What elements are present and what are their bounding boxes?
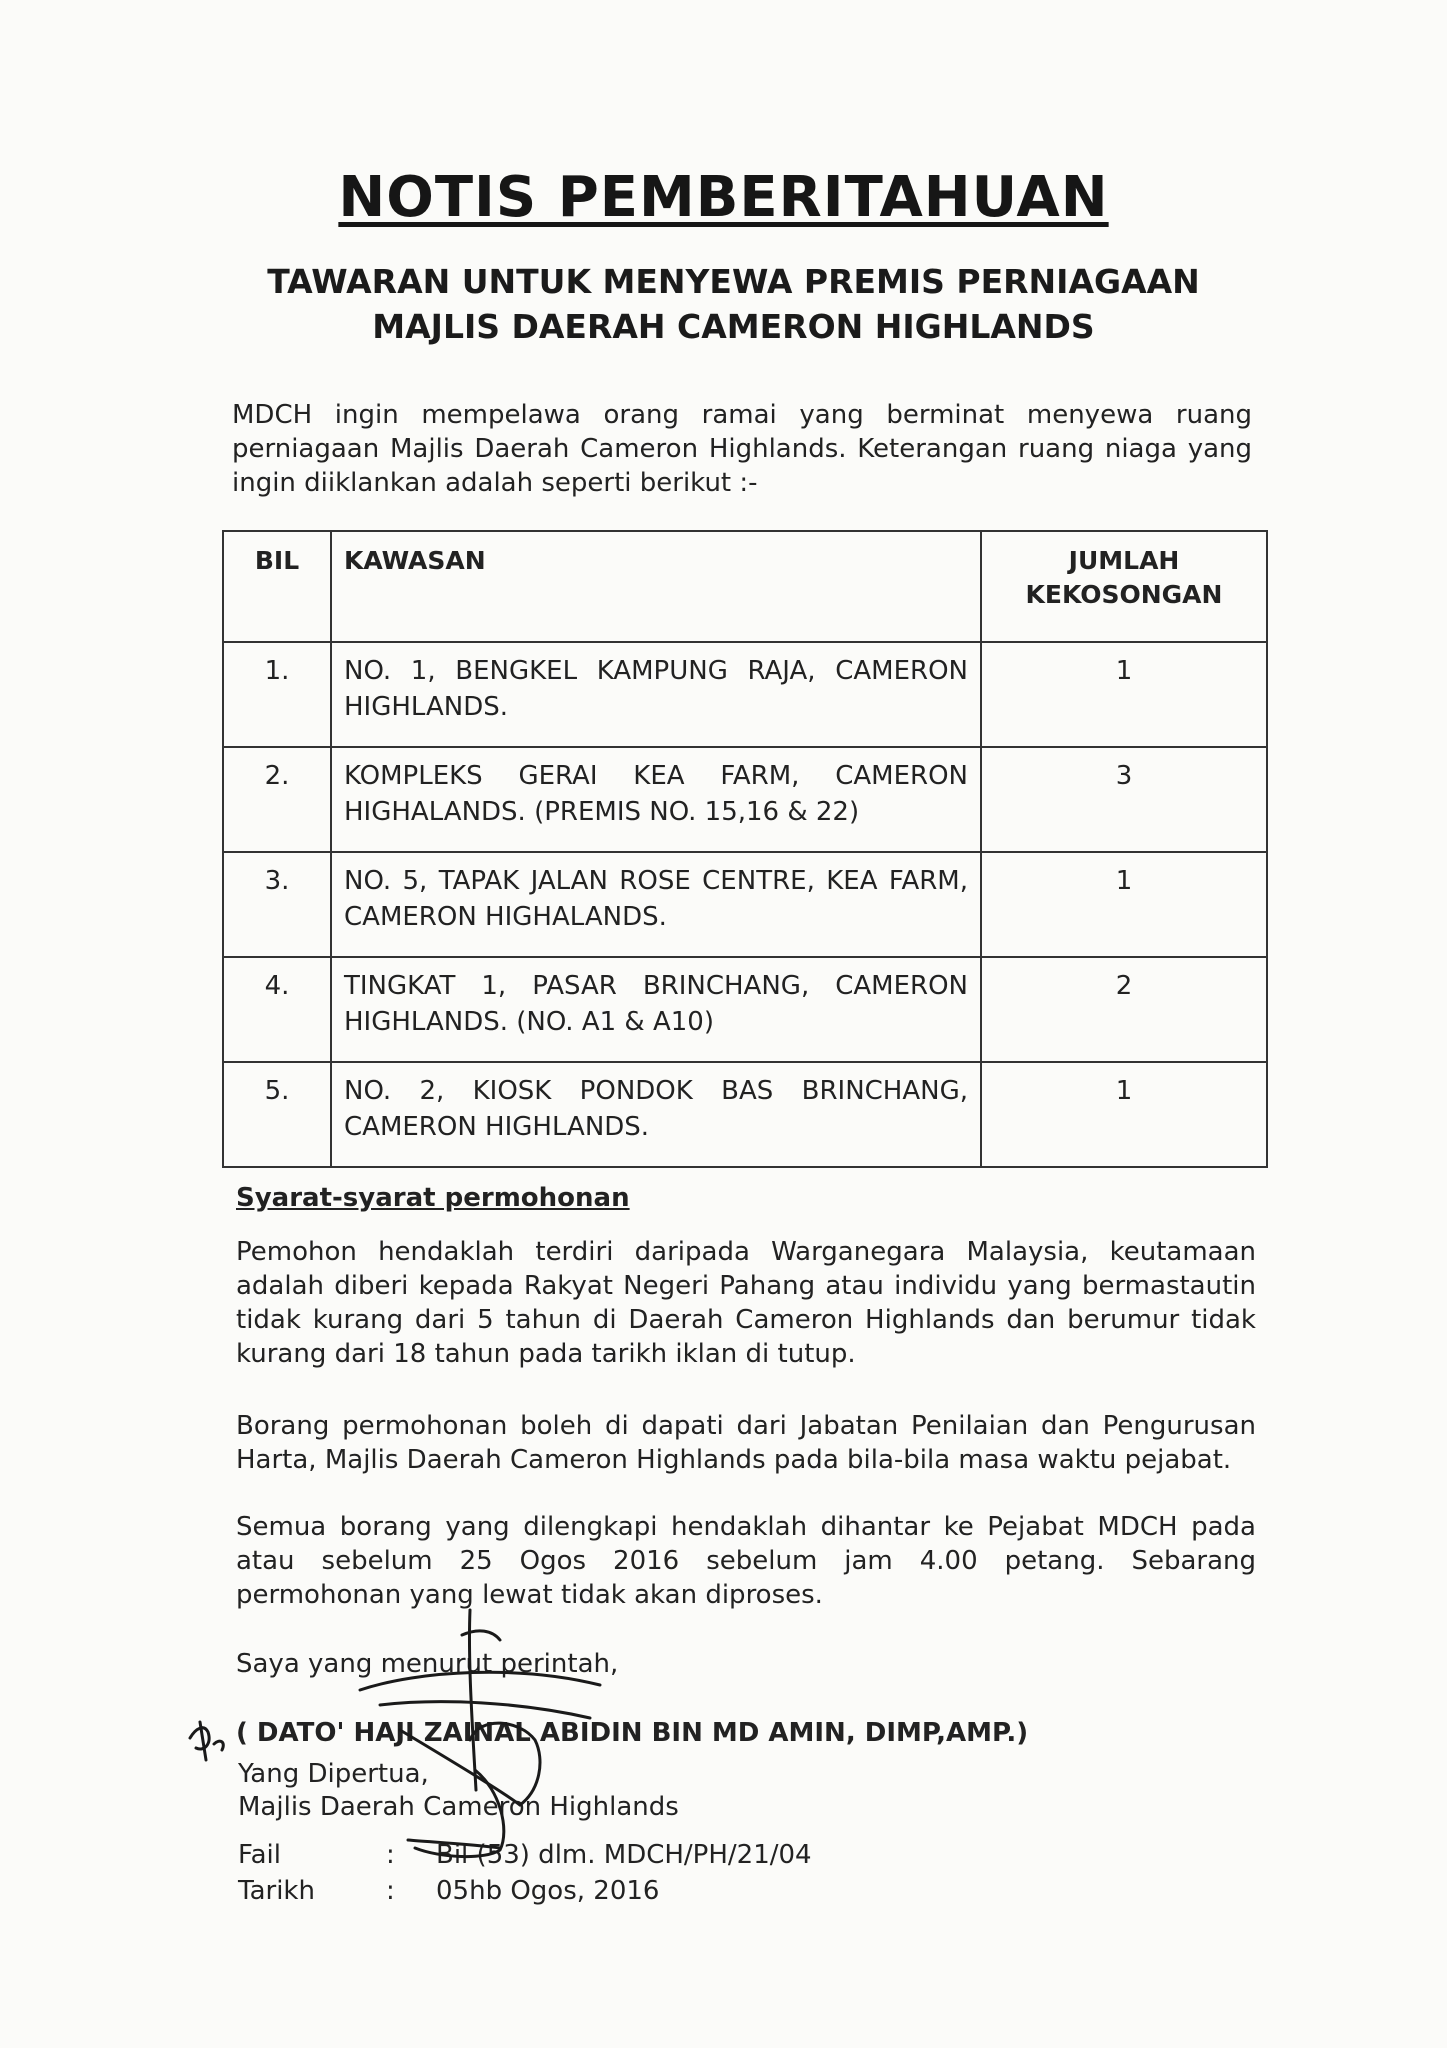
date-separator: : xyxy=(386,1876,395,1906)
table-row xyxy=(223,1062,1267,1167)
table-row xyxy=(223,747,1267,852)
row-kawasan: NO. 5, TAPAK JALAN ROSE CENTRE, KEA FARM, CAMERON HIGHALANDS. xyxy=(331,852,981,957)
row-jumlah: 1 xyxy=(981,1062,1267,1167)
subtitle-line-1: TAWARAN UNTUK MENYEWA PREMIS PERNIAGAAN xyxy=(267,262,1200,301)
row-jumlah: 1 xyxy=(981,852,1267,957)
row-bil: 2. xyxy=(223,747,331,852)
premises-table xyxy=(222,530,1268,1168)
date-label: Tarikh xyxy=(238,1876,315,1906)
syarat-paragraph-1: Pemohon hendaklah terdiri daripada Warganegara Malaysia, keutamaan adalah diberi kepada Rakyat Negeri Pahang atau individu yang bermastautin tidak kurang dari 5 tahun di Daerah Cameron Highlands dan berumur tidak kurang dari 18 tahun pada tarikh iklan di tutup. xyxy=(236,1237,1256,1369)
notice-title: NOTIS PEMBERITAHUAN xyxy=(338,165,1109,230)
row-kawasan: NO. 1, BENGKEL KAMPUNG RAJA, CAMERON HIGHLANDS. xyxy=(331,642,981,747)
row-kawasan: NO. 2, KIOSK PONDOK BAS BRINCHANG, CAMERON HIGHLANDS. xyxy=(331,1062,981,1167)
intro-paragraph: MDCH ingin mempelawa orang ramai yang berminat menyewa ruang perniagaan Majlis Daerah Cameron Highlands. Keterangan ruang niaga yang ingin diiklankan adalah seperti berikut :- xyxy=(232,400,1252,498)
header-kawasan: KAWASAN xyxy=(331,531,981,642)
signer-name: ( DATO' HAJI ZAINAL ABIDIN BIN MD AMIN, DIMP,AMP.) xyxy=(236,1718,1029,1748)
subtitle-line-2: MAJLIS DAERAH CAMERON HIGHLANDS xyxy=(372,307,1095,346)
position-line-2: Majlis Daerah Cameron Highlands xyxy=(238,1792,679,1822)
syarat-paragraph-2: Borang permohonan boleh di dapati dari Jabatan Penilaian dan Pengurusan Harta, Majlis Daerah Cameron Highlands pada bila-bila masa waktu pejabat. xyxy=(236,1411,1256,1475)
date-reference xyxy=(238,1876,659,1906)
syarat-heading: Syarat-syarat permohonan xyxy=(236,1183,630,1213)
syarat-paragraph-3: Semua borang yang dilengkapi hendaklah dihantar ke Pejabat MDCH pada atau sebelum 25 Ogos 2016 sebelum jam 4.00 petang. Sebarang permohonan yang lewat tidak akan diproses. xyxy=(236,1512,1256,1610)
date-value: 05hb Ogos, 2016 xyxy=(436,1876,660,1906)
file-label: Fail xyxy=(238,1840,281,1870)
header-bil: BIL xyxy=(223,531,331,642)
row-jumlah: 2 xyxy=(981,957,1267,1062)
row-kawasan: TINGKAT 1, PASAR BRINCHANG, CAMERON HIGHLANDS. (NO. A1 & A10) xyxy=(331,957,981,1062)
row-bil: 5. xyxy=(223,1062,331,1167)
file-separator: : xyxy=(386,1840,395,1870)
table-row xyxy=(223,852,1267,957)
row-bil: 4. xyxy=(223,957,331,1062)
row-kawasan: KOMPLEKS GERAI KEA FARM, CAMERON HIGHALANDS. (PREMIS NO. 15,16 & 22) xyxy=(331,747,981,852)
header-jumlah: JUMLAH KEKOSONGAN xyxy=(981,531,1267,642)
closing-line: Saya yang menurut perintah, xyxy=(236,1649,619,1679)
row-bil: 1. xyxy=(223,642,331,747)
table-row xyxy=(223,642,1267,747)
row-bil: 3. xyxy=(223,852,331,957)
file-reference xyxy=(238,1840,812,1870)
table-row xyxy=(223,957,1267,1062)
position-line-1: Yang Dipertua, xyxy=(238,1759,429,1789)
row-jumlah: 3 xyxy=(981,747,1267,852)
table-header-row xyxy=(223,531,1267,642)
row-jumlah: 1 xyxy=(981,642,1267,747)
file-value: Bil (53) dlm. MDCH/PH/21/04 xyxy=(436,1840,812,1870)
